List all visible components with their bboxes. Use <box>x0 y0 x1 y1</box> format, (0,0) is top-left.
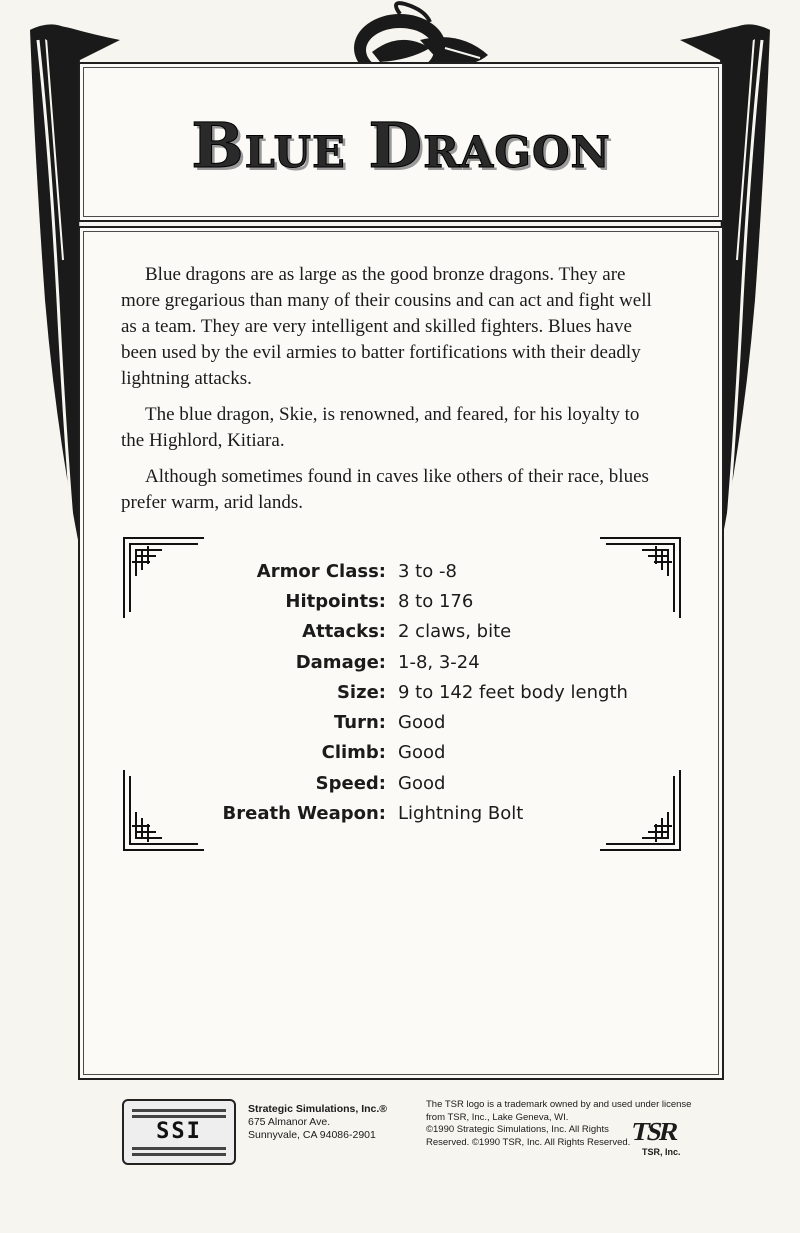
stat-value: 2 claws, bite <box>398 621 512 643</box>
stat-row <box>150 586 650 616</box>
stat-value: Good <box>398 712 446 734</box>
stat-row <box>150 556 650 586</box>
stat-value: 3 to -8 <box>398 560 457 582</box>
stat-label: Hitpoints: <box>285 590 386 612</box>
legal-line: from TSR, Inc., Lake Geneva, WI. <box>426 1111 569 1123</box>
stat-value: 9 to 142 feet body length <box>398 681 628 703</box>
stat-label: Damage: <box>295 651 386 673</box>
stats-table <box>150 556 650 829</box>
stat-label: Breath Weapon: <box>222 803 386 825</box>
footer <box>120 1095 700 1175</box>
ssi-logo-text: SSI <box>156 1119 202 1144</box>
company-address <box>248 1103 387 1142</box>
description-paragraph: Although sometimes found in caves like others of their race, blues prefer warm, arid lands. <box>121 466 649 513</box>
stat-row <box>150 707 650 737</box>
stat-value: Good <box>398 742 446 764</box>
stat-row <box>150 738 650 768</box>
stat-value: Lightning Bolt <box>398 803 524 825</box>
stat-label: Size: <box>336 681 386 703</box>
tsr-logo <box>629 1117 692 1167</box>
address-line: 675 Almanor Ave. <box>248 1116 331 1128</box>
stat-label: Climb: <box>321 742 386 764</box>
tsr-logo-text: TSR <box>629 1117 680 1146</box>
stat-row <box>150 677 650 707</box>
legal-line: ©1990 Strategic Simulations, Inc. All Rights <box>426 1124 609 1135</box>
description-paragraph: Blue dragons are as large as the good bronze dragons. They are more gregarious than many of their cousins and can act and fight well as a team. They are very intelligent and skilled fighters. Blues have been used by the evil armies to batter fortifications with their deadly lightning attacks. <box>121 264 652 389</box>
stat-row <box>150 798 650 828</box>
company-name: Strategic Simulations, Inc.® <box>248 1103 388 1115</box>
stat-value: 8 to 176 <box>398 590 474 612</box>
stat-row <box>150 647 650 677</box>
description-paragraph: The blue dragon, Skie, is renowned, and feared, for his loyalty to the Highlord, Kitiara. <box>121 404 640 451</box>
stat-value: 1-8, 3-24 <box>398 651 480 673</box>
stat-label: Armor Class: <box>256 560 386 582</box>
stat-row <box>150 617 650 647</box>
page-title: Blue Dragon <box>191 109 611 182</box>
stat-label: Attacks: <box>302 621 386 643</box>
address-line: Sunnyvale, CA 94086-2901 <box>248 1129 376 1141</box>
stat-row <box>150 768 650 798</box>
legal-line: The TSR logo is a trademark owned by and used under license <box>426 1099 692 1110</box>
legal-line: Reserved. ©1990 TSR, Inc. All Rights Reserved. <box>426 1136 631 1148</box>
title-frame <box>78 62 724 222</box>
stat-label: Turn: <box>333 712 386 734</box>
stat-label: Speed: <box>315 772 386 794</box>
tsr-inc-label: TSR, Inc. <box>642 1147 681 1157</box>
description <box>121 262 661 526</box>
stat-value: Good <box>398 772 446 794</box>
ssi-logo <box>122 1099 236 1165</box>
